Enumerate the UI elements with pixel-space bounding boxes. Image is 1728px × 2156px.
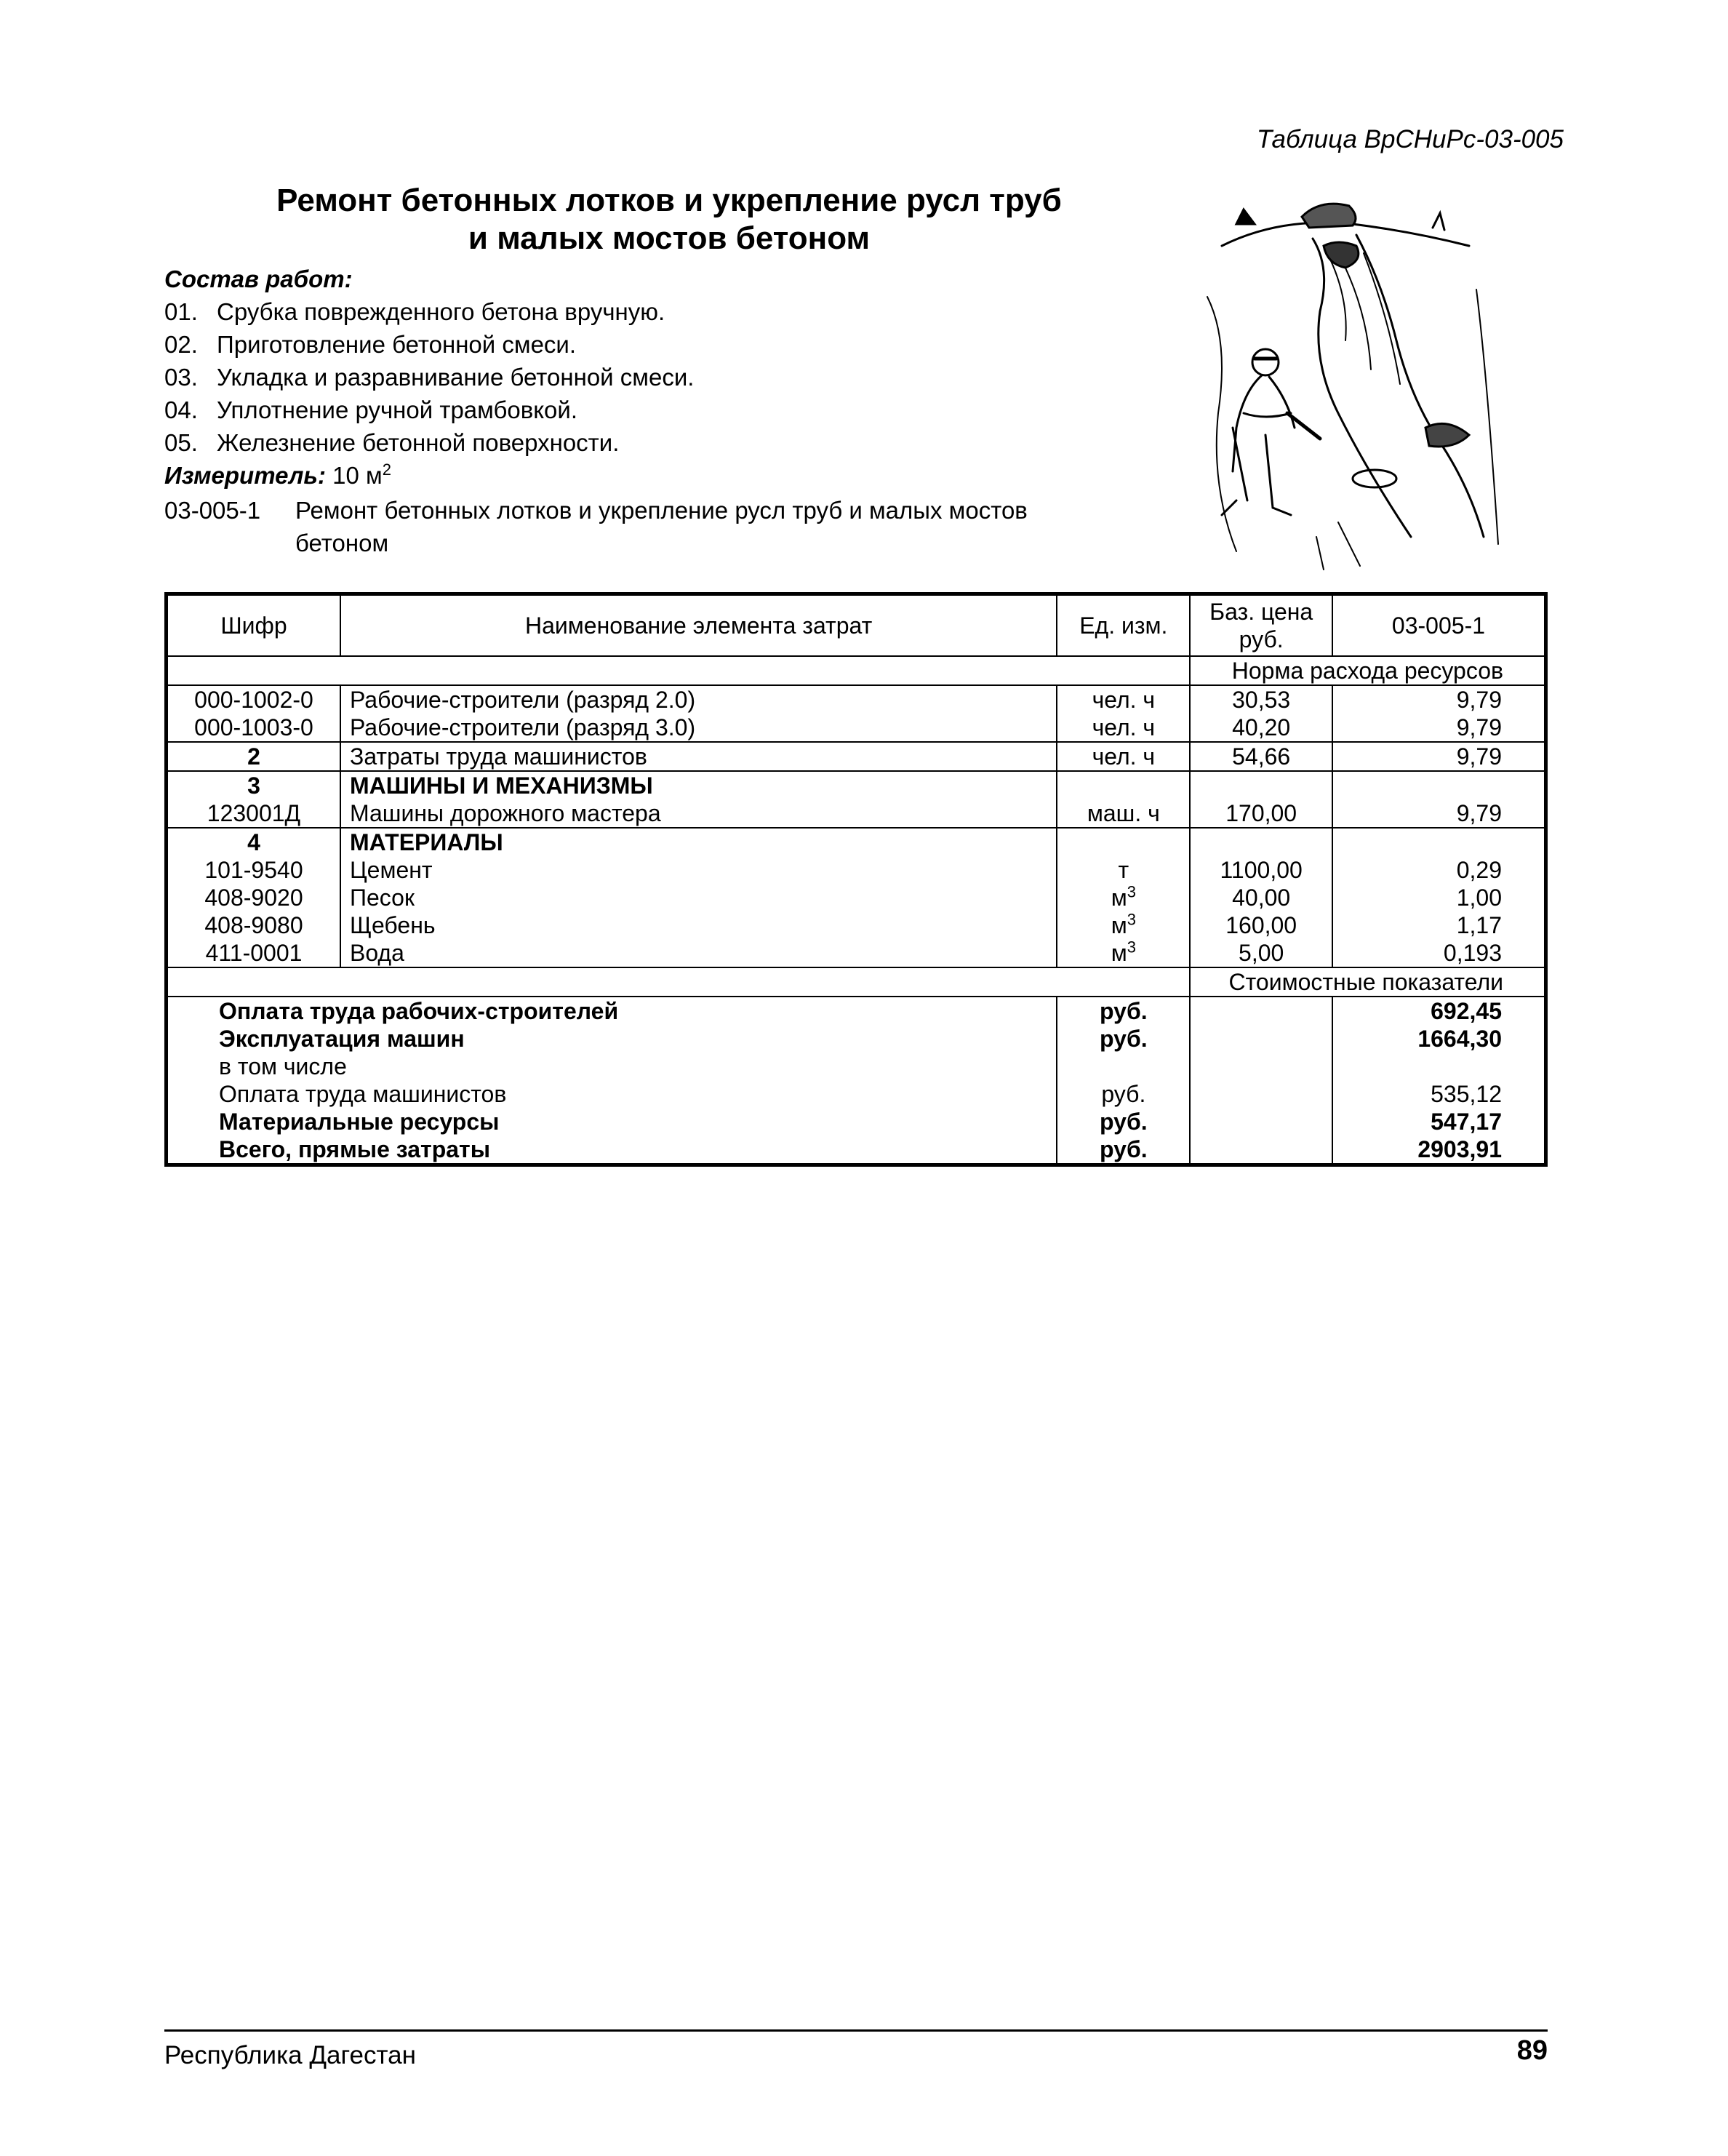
row-code: 101-9540 — [167, 856, 340, 884]
summary-row — [167, 1108, 1546, 1135]
works-item-number: 05. — [164, 429, 198, 456]
summary-unit: руб. — [1057, 1135, 1190, 1165]
measure-label: Измеритель: — [164, 462, 326, 489]
row-price: 1100,00 — [1190, 856, 1332, 884]
works-item — [164, 394, 1168, 426]
table-row — [167, 742, 1546, 771]
row-unit-sup: 3 — [1127, 938, 1136, 957]
summary-value: 2903,91 — [1417, 1136, 1502, 1162]
summary-unit — [1057, 1053, 1190, 1080]
summary-value: 547,17 — [1431, 1109, 1502, 1135]
footer-divider — [164, 2029, 1548, 2032]
worker-illustration — [1193, 195, 1505, 573]
row-unit-cell — [1057, 911, 1190, 939]
works-item-number: 01. — [164, 298, 198, 325]
works-list — [164, 295, 1168, 459]
row-unit: маш. ч — [1057, 799, 1190, 828]
row-price: 40,00 — [1190, 884, 1332, 911]
summary-row — [167, 1025, 1546, 1053]
page-number: 89 — [1516, 2035, 1548, 2066]
table-row — [167, 799, 1546, 828]
summary-value — [1332, 1053, 1546, 1080]
work-description — [164, 263, 1168, 559]
summary-row — [167, 1080, 1546, 1108]
row-code: 000-1003-0 — [167, 714, 340, 742]
footer-region: Республика Дагестан — [164, 2041, 416, 2069]
row-price: 54,66 — [1190, 742, 1332, 771]
row-name: Рабочие-строители (разряд 2.0) — [340, 685, 1057, 714]
row-code: 4 — [167, 828, 340, 856]
works-item-text: Железнение бетонной поверхности. — [217, 429, 620, 456]
summary-name: Всего, прямые затраты — [167, 1135, 1057, 1165]
row-name: МАТЕРИАЛЫ — [340, 828, 1057, 856]
code-text: Ремонт бетонных лотков и укрепление русл труб и малых мостов бетоном — [295, 497, 1028, 556]
code-id: 03-005-1 — [164, 497, 261, 524]
row-name: Вода — [340, 939, 1057, 967]
table-header-row — [167, 594, 1546, 657]
row-code: 2 — [167, 742, 340, 771]
row-unit: м — [1111, 940, 1127, 966]
row-unit: м — [1111, 912, 1127, 938]
table-row — [167, 771, 1546, 799]
measure-value: 10 м — [332, 462, 383, 489]
summary-unit: руб. — [1057, 1108, 1190, 1135]
code-line — [164, 494, 1168, 559]
works-item-text: Укладка и разравнивание бетонной смеси. — [217, 364, 695, 391]
summary-unit: руб. — [1057, 1025, 1190, 1053]
measure-sup: 2 — [382, 460, 391, 479]
row-unit: чел. ч — [1057, 685, 1190, 714]
summary-name: Оплата труда рабочих-строителей — [167, 997, 1057, 1025]
row-code: 3 — [167, 771, 340, 799]
cost-label: Стоимостные показатели — [1190, 967, 1545, 997]
row-price: 40,20 — [1190, 714, 1332, 742]
header-name: Наименование элемента затрат — [340, 594, 1057, 657]
summary-name: Эксплуатация машин — [167, 1025, 1057, 1053]
table-row — [167, 856, 1546, 884]
works-item — [164, 295, 1168, 328]
row-value: 1,00 — [1456, 885, 1502, 911]
summary-row — [167, 997, 1546, 1025]
row-unit-sup: 3 — [1127, 882, 1136, 901]
row-name: МАШИНЫ И МЕХАНИЗМЫ — [340, 771, 1057, 799]
table-row — [167, 884, 1546, 911]
row-name: Машины дорожного мастера — [340, 799, 1057, 828]
title-line-2: и малых мостов бетоном — [468, 220, 871, 256]
row-value: 9,79 — [1332, 714, 1546, 742]
works-item-text: Срубка поврежденного бетона вручную. — [217, 298, 665, 325]
row-name: Песок — [340, 884, 1057, 911]
header-code: Шифр — [167, 594, 340, 657]
summary-name: Оплата труда машинистов — [167, 1080, 1057, 1108]
row-price: 170,00 — [1190, 799, 1332, 828]
table-row — [167, 685, 1546, 714]
row-name: Цемент — [340, 856, 1057, 884]
row-value: 9,79 — [1456, 687, 1502, 713]
works-item — [164, 426, 1168, 459]
row-code: 123001Д — [167, 799, 340, 828]
table-caption: Таблица ВрСНиРс-03-005 — [1256, 125, 1564, 153]
works-heading: Состав работ: — [164, 265, 353, 292]
row-code: 408-9020 — [167, 884, 340, 911]
cost-row — [167, 967, 1546, 997]
summary-name: Материальные ресурсы — [167, 1108, 1057, 1135]
works-item-text: Уплотнение ручной трамбовкой. — [217, 396, 578, 423]
works-item — [164, 361, 1168, 394]
summary-row — [167, 1053, 1546, 1080]
summary-name: в том числе — [167, 1053, 1057, 1080]
summary-unit: руб. — [1057, 1080, 1190, 1108]
row-code: 411-0001 — [167, 939, 340, 967]
row-name: Щебень — [340, 911, 1057, 939]
row-code: 000-1002-0 — [167, 685, 340, 714]
table-row — [167, 939, 1546, 967]
cost-table — [164, 592, 1548, 1167]
summary-value: 1664,30 — [1417, 1026, 1502, 1052]
title-line-1: Ремонт бетонных лотков и укрепление русл труб — [276, 183, 1062, 218]
row-value: 0,193 — [1443, 940, 1502, 966]
summary-unit: руб. — [1057, 997, 1190, 1025]
row-code: 408-9080 — [167, 911, 340, 939]
works-item-number: 04. — [164, 396, 198, 423]
works-item-number: 03. — [164, 364, 198, 391]
page-title — [160, 182, 1178, 257]
row-unit-cell — [1057, 939, 1190, 967]
summary-row — [167, 1135, 1546, 1165]
summary-value: 535,12 — [1431, 1081, 1502, 1107]
header-price: Баз. цена руб. — [1190, 594, 1332, 657]
row-unit: чел. ч — [1057, 714, 1190, 742]
row-name: Затраты труда машинистов — [340, 742, 1057, 771]
row-value: 0,29 — [1456, 857, 1502, 883]
row-value: 9,79 — [1332, 742, 1546, 771]
measure-line — [164, 459, 1168, 492]
row-price: 5,00 — [1190, 939, 1332, 967]
row-unit-cell — [1057, 884, 1190, 911]
row-price: 30,53 — [1190, 685, 1332, 714]
summary-value: 692,45 — [1431, 998, 1502, 1024]
table-row — [167, 714, 1546, 742]
table-row — [167, 911, 1546, 939]
works-item-number: 02. — [164, 331, 198, 358]
row-value: 9,79 — [1332, 799, 1546, 828]
row-unit: чел. ч — [1057, 742, 1190, 771]
row-price: 160,00 — [1190, 911, 1332, 939]
row-unit: м — [1111, 885, 1127, 911]
norm-label: Норма расхода ресурсов — [1190, 656, 1545, 685]
row-name: Рабочие-строители (разряд 3.0) — [340, 714, 1057, 742]
row-value: 1,17 — [1456, 912, 1502, 938]
header-value: 03-005-1 — [1332, 594, 1546, 657]
works-item — [164, 328, 1168, 361]
row-unit: т — [1057, 856, 1190, 884]
table-row — [167, 828, 1546, 856]
works-item-text: Приготовление бетонной смеси. — [217, 331, 577, 358]
header-unit: Ед. изм. — [1057, 594, 1190, 657]
row-unit-sup: 3 — [1127, 910, 1136, 929]
norm-row — [167, 656, 1546, 685]
